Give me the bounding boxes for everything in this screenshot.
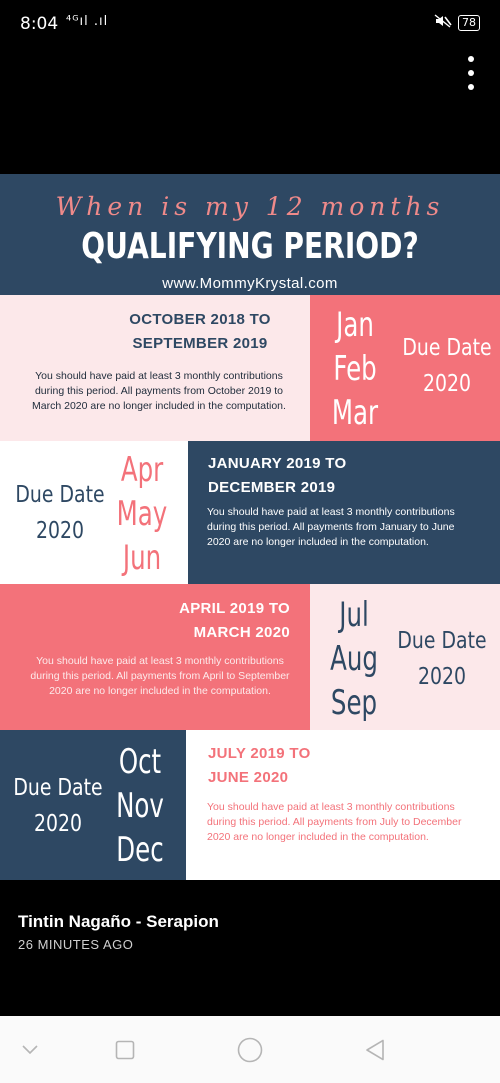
period-title	[80, 597, 290, 645]
period-title	[208, 452, 488, 500]
script-title: When is my 12 months	[55, 192, 445, 221]
period-line: MARCH 2020	[193, 624, 290, 641]
chevron-down-icon	[22, 1045, 38, 1055]
month-label: Nov	[116, 786, 164, 826]
period-line: OCTOBER 2018 TO	[129, 311, 271, 328]
due-year: 2020	[417, 664, 466, 690]
period-text: You should have paid at least 3 monthly contributions during this period. All payments from October 2019 to March 2020 are no longer included in the computation.	[32, 370, 286, 412]
dot-icon	[468, 70, 474, 76]
due-date	[12, 770, 104, 842]
period-line: DECEMBER 2019	[208, 479, 336, 496]
navigation-bar	[0, 1016, 500, 1083]
period-text: You should have paid at least 3 monthly contributions during this period. All payments from January to June 2020 are no longer included in the computation.	[207, 506, 455, 548]
status-bar	[0, 0, 500, 50]
month-label: Sep	[330, 683, 378, 723]
due-label: Due Date	[402, 335, 492, 361]
period-title	[208, 742, 488, 790]
period-line: SEPTEMBER 2019	[132, 335, 268, 352]
due-box	[310, 295, 500, 441]
month-label: Aug	[330, 639, 378, 679]
dot-icon	[468, 56, 474, 62]
dot-icon	[468, 84, 474, 90]
section-jan-feb-mar	[0, 295, 500, 441]
main-title: QUALIFYING PERIOD?	[81, 226, 419, 267]
period-line: JUNE 2020	[208, 769, 289, 786]
home-button[interactable]	[220, 1016, 280, 1083]
period-line: APRIL 2019 TO	[179, 600, 290, 617]
months	[107, 740, 173, 872]
due-date	[14, 477, 106, 549]
due-date	[402, 330, 492, 402]
period-text: You should have paid at least 3 monthly contributions during this period. All payments from July to December 2020 are no longer included in the computation.	[207, 801, 462, 843]
month-label: Jun	[122, 538, 162, 578]
due-year: 2020	[422, 371, 471, 397]
website-url: www.MommyKrystal.com	[162, 275, 338, 292]
period-box	[0, 584, 310, 730]
battery-icon: 78	[458, 15, 480, 31]
section-apr-may-jun	[0, 441, 500, 584]
month-label: Feb	[333, 349, 377, 389]
month-label: May	[116, 494, 168, 534]
post-author[interactable]: Tintin Nagaño - Serapion	[18, 912, 219, 931]
month-label: Jan	[336, 305, 374, 345]
due-box	[0, 730, 186, 880]
due-year: 2020	[33, 811, 82, 837]
period-title	[95, 308, 305, 356]
month-label: Jul	[339, 595, 369, 635]
month-label: Oct	[118, 742, 162, 782]
period-box	[188, 441, 500, 584]
more-options-button[interactable]	[464, 56, 478, 90]
section-oct-nov-dec	[0, 730, 500, 880]
month-label: Apr	[120, 450, 164, 490]
month-label: Dec	[116, 830, 164, 870]
mute-icon	[434, 14, 452, 32]
period-line: JANUARY 2019 TO	[208, 455, 347, 472]
months	[321, 593, 387, 725]
post-image[interactable]	[0, 174, 500, 880]
back-button[interactable]	[345, 1016, 405, 1083]
collapse-button[interactable]	[0, 1016, 60, 1083]
due-label: Due Date	[13, 775, 103, 801]
signal-icon: ⁴ᴳıl .ıl	[66, 14, 109, 29]
circle-icon	[237, 1037, 263, 1063]
period-line: JULY 2019 TO	[208, 745, 311, 762]
square-icon	[115, 1040, 135, 1060]
back-triangle-icon	[365, 1039, 385, 1061]
period-text: You should have paid at least 3 monthly contributions during this period. All payments from April to September 2020 are no longer included in the computation.	[30, 655, 290, 697]
infographic-header	[0, 174, 500, 295]
months	[323, 303, 388, 435]
months	[109, 448, 175, 580]
due-label: Due Date	[397, 628, 487, 654]
status-icons	[434, 14, 480, 32]
status-time: 8:04	[20, 14, 59, 34]
due-date	[396, 623, 488, 695]
post-timestamp: 26 MINUTES AGO	[18, 937, 134, 952]
due-year: 2020	[35, 518, 84, 544]
due-label: Due Date	[15, 482, 105, 508]
recents-button[interactable]	[95, 1016, 155, 1083]
month-label: Mar	[331, 393, 379, 433]
section-jul-aug-sep	[0, 584, 500, 730]
